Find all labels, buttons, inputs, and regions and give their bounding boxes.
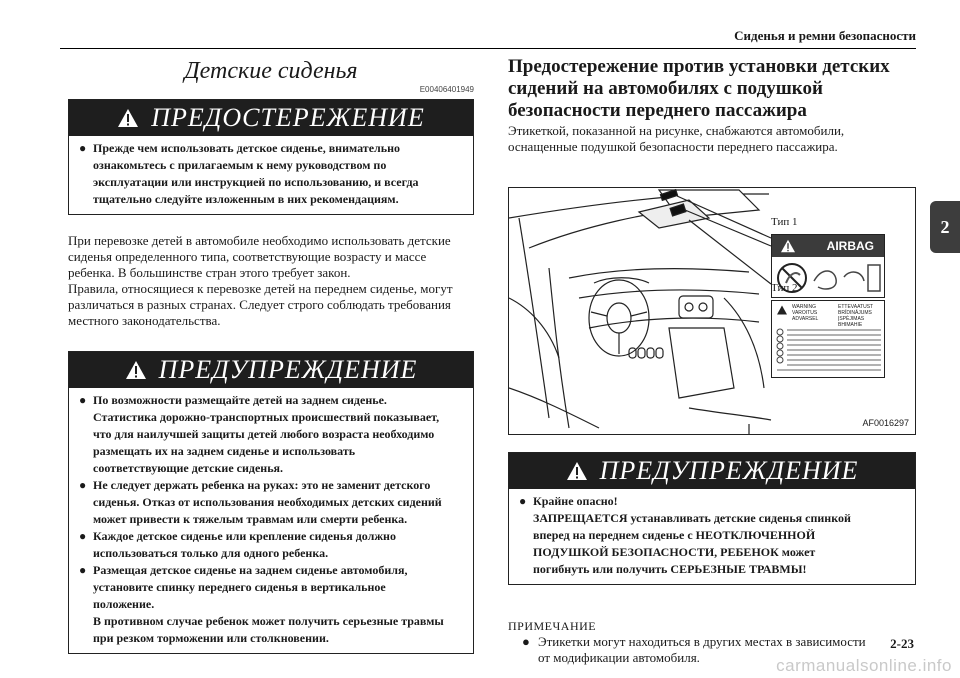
caution-label: ПРЕДОСТЕРЕЖЕНИЕ: [151, 103, 425, 132]
warning-item: [79, 562, 465, 613]
bullet-icon: ●: [522, 634, 530, 649]
section-title-child-seats: Детские сиденья: [184, 58, 358, 84]
chapter-tab[interactable]: 2: [930, 201, 960, 253]
warning-triangle-icon: [117, 108, 139, 128]
caution-item-text: Прежде чем использовать детское сиденье, внимательно ознакомьтесь с прилагаемым к нему руководством по эксплуатации или инструкцией по использованию, и всегда тщательно следуйте изложенным в них рекомендациям.: [93, 141, 419, 206]
type1-label: Тип 1: [771, 216, 798, 228]
caution-box: [68, 99, 474, 215]
warning-box-left: [68, 351, 474, 654]
warning-triangle-icon: [566, 461, 588, 481]
caution-header: [69, 100, 473, 136]
note-item-text: Этикетки могут находиться в других местах в зависимости от модификации автомобиля.: [538, 634, 866, 665]
airbag-band: [772, 235, 884, 257]
document-code: E00406401949: [419, 85, 474, 94]
figure-code: AF0016297: [862, 418, 909, 428]
bullet-icon: ●: [79, 393, 87, 407]
type2-warning-words-left: WARNING VAROITUS ADVARSEL: [792, 304, 819, 322]
header-rule: [60, 48, 916, 49]
type2-text-lines-decoration: [773, 327, 885, 377]
warning-item-text: Размещая детское сиденье на заднем сиденье автомобиля, установите спинку переднего сиденья в вертикальное положение.: [93, 563, 408, 611]
warning-box-right: [508, 452, 916, 585]
child-seat-paragraph: При перевозке детей в автомобиле необходимо использовать детские сиденья определенного типа, соответствующие возрасту и массе ребенка. В большинстве стран этого требует закон. Правила, относящиеся к перевозке детей на переднем сиденье, могут различаться в разных странах. Следует строго соблюдать требования местного законодательства.: [68, 233, 453, 328]
bullet-icon: ●: [79, 529, 87, 543]
warning-item-text: По возможности размещайте детей на заднем сиденье. Статистика дорожно-транспортных происшествий показывает, что для наилучшей защиты детей любого возраста необходимо размещать их на заднем сиденье и использовать соответствующие детские сиденья.: [93, 393, 440, 475]
left-column: [68, 56, 474, 654]
type2-warning-words-right: ETTEVAATUST BRĪDINĀJUMS ĮSPĖJIMAS BHIMAHIE: [838, 304, 874, 328]
warning-label-left: ПРЕДУПРЕЖДЕНИЕ: [158, 355, 418, 384]
caution-item: [79, 140, 465, 208]
bullet-icon: ●: [519, 494, 527, 508]
bullet-icon: ●: [79, 141, 87, 155]
warning-header-left: [69, 352, 473, 388]
warning-triangle-icon: [776, 305, 788, 315]
section-title-airbag-warning: Предостережение против установки детских сидений на автомобилях с подушкой безопасности переднего пассажира: [508, 56, 890, 121]
warning-item-text: Каждое детское сиденье или крепление сиденья должно использоваться только для одного ребенка.: [93, 529, 396, 560]
warning-body-right: [509, 489, 915, 584]
airbag-label-figure: [508, 187, 916, 435]
warning-header-right: [509, 453, 915, 489]
page-header-title: Сиденья и ремни безопасности: [734, 28, 916, 43]
type2-label: Тип 2: [771, 282, 798, 294]
watermark: carmanualsonline.info: [776, 656, 952, 675]
note-heading: ПРИМЕЧАНИЕ: [508, 619, 597, 633]
bullet-icon: ●: [79, 563, 87, 577]
airbag-text: AIRBAG: [826, 239, 874, 253]
warning-triangle-icon: [780, 239, 796, 253]
warning-item: [79, 528, 465, 562]
warning-item: [79, 477, 465, 528]
warning-item: [79, 392, 465, 477]
warning-body-left: [69, 388, 473, 653]
caution-body: [69, 136, 473, 214]
warning-item-text: Не следует держать ребенка на руках: это не заменит детского сиденья. Отказ от использования необходимых детских сидений может привести к тяжелым травмам или смерти ребенка.: [93, 478, 442, 526]
warning-item: [519, 493, 907, 578]
airbag-label-type2: [771, 300, 885, 378]
page-number: 2-23: [890, 636, 914, 651]
bullet-icon: ●: [79, 478, 87, 492]
warning-triangle-icon: [125, 360, 147, 380]
airbag-label-paragraph: Этикеткой, показанной на рисунке, снабжаются автомобили, оснащенные подушкой безопасности переднего пассажира.: [508, 123, 845, 154]
warning-label-right: ПРЕДУПРЕЖДЕНИЕ: [599, 456, 859, 485]
right-column: [508, 56, 916, 666]
warning-item-text: Крайне опасно! ЗАПРЕЩАЕТСЯ устанавливать детские сиденья спинкой вперед на переднем сиденье с НЕОТКЛЮЧЕННОЙ ПОДУШКОЙ БЕЗОПАСНОСТИ, РЕБЕНОК может погибнуть или получить СЕРЬЕЗНЫЕ ТРАВМЫ!: [533, 494, 851, 576]
warning-extra-text: В противном случае ребенок может получить серьезные травмы при резком торможении или столкновении.: [93, 614, 444, 645]
